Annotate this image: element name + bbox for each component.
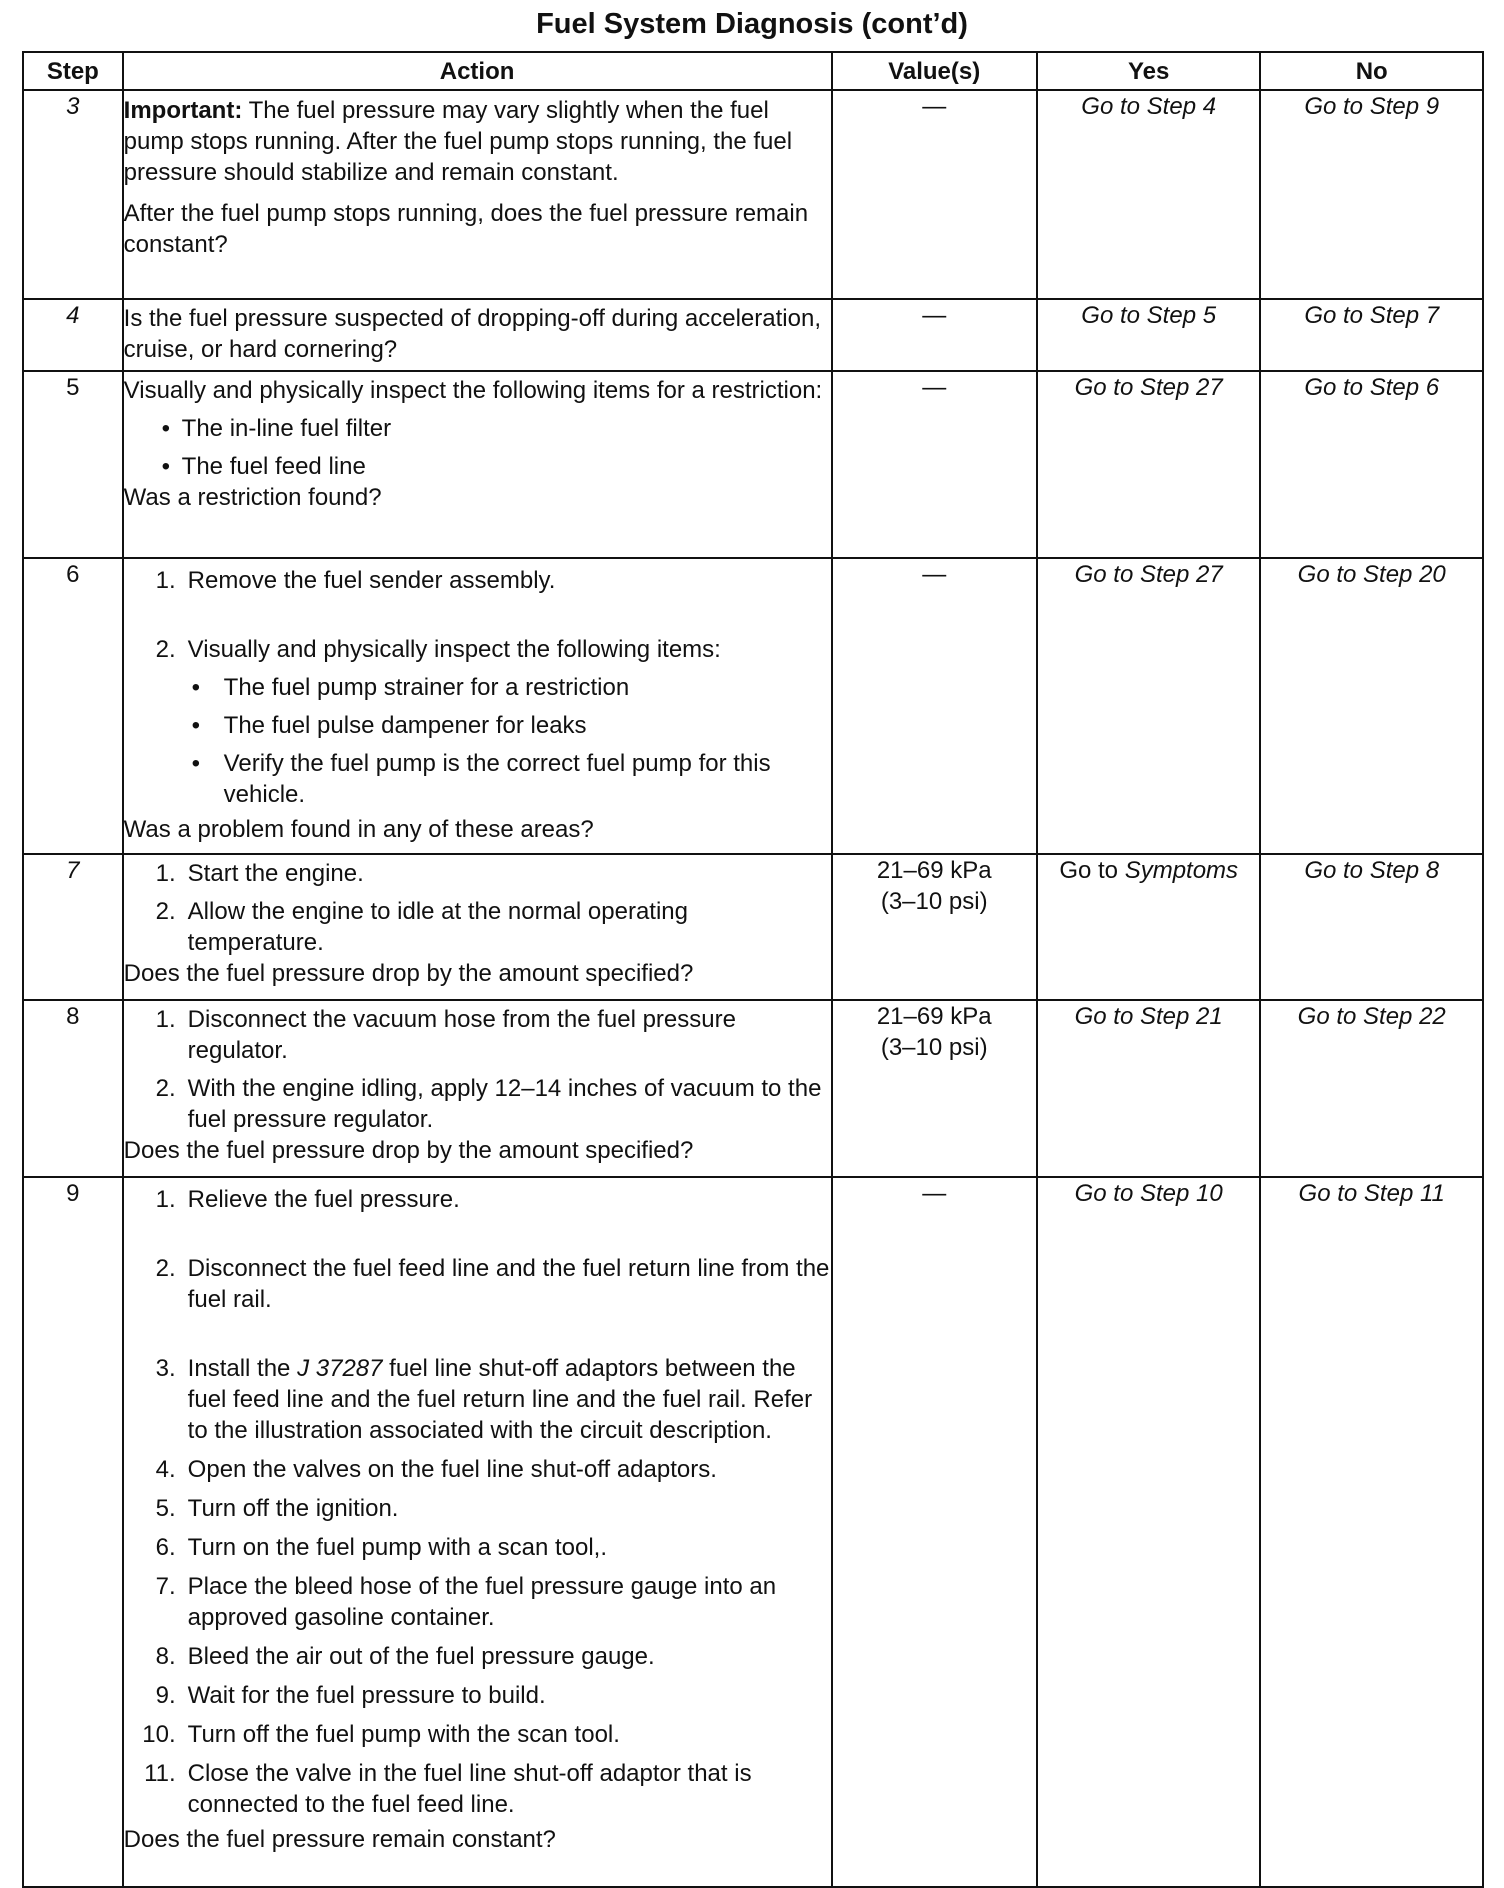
no-cell: Go to Step 7	[1260, 299, 1483, 371]
list-item: 1. Disconnect the vacuum hose from the fuel pressure regulator.	[155, 1006, 736, 1064]
header-no: No	[1260, 52, 1483, 90]
value-cell	[832, 1000, 1037, 1177]
question-text: Is the fuel pressure suspected of dropping-off during acceleration, cruise, or hard cornering?	[123, 305, 821, 363]
action-cell	[123, 558, 832, 854]
list-item: 6. Turn on the fuel pump with a scan tool,.	[155, 1534, 608, 1561]
action-cell	[123, 371, 832, 558]
question-text: Does the fuel pressure drop by the amount specified?	[123, 1137, 694, 1164]
list-item: 11. Close the valve in the fuel line shut-off adaptor that is connected to the fuel feed line.	[144, 1760, 752, 1818]
question-text: Does the fuel pressure remain constant?	[123, 1826, 556, 1853]
list-item: 3. Install the J 37287 fuel line shut-off adaptors between the fuel feed line and the fuel return line and the fuel rail. Refer to the illustration associated with the circuit description.	[155, 1355, 813, 1444]
value-cell: —	[832, 558, 1037, 854]
list-item: 4. Open the valves on the fuel line shut-off adaptors.	[155, 1456, 717, 1483]
no-cell: Go to Step 22	[1260, 1000, 1483, 1177]
intro-text: Visually and physically inspect the following items for a restriction:	[123, 377, 823, 404]
list-item: 1. Start the engine.	[155, 860, 364, 887]
list-item: 8. Bleed the air out of the fuel pressure gauge.	[155, 1643, 655, 1670]
question-text: Was a restriction found?	[123, 484, 382, 511]
yes-cell	[1037, 854, 1261, 1000]
table-row	[23, 558, 1483, 854]
yes-link-text: Symptoms	[1124, 857, 1239, 884]
action-cell	[123, 90, 832, 299]
list-item: • The fuel pump strainer for a restriction	[191, 674, 630, 701]
step-number: 8	[23, 1000, 123, 1177]
bullet-icon: •	[191, 750, 201, 777]
action-cell	[123, 299, 832, 371]
action-cell	[123, 854, 832, 1000]
value-cell: —	[832, 371, 1037, 558]
header-yes: Yes	[1037, 52, 1261, 90]
step-number: 9	[23, 1177, 123, 1887]
yes-cell: Go to Step 27	[1037, 558, 1261, 854]
header-step: Step	[23, 52, 123, 90]
value-line: (3–10 psi)	[880, 1034, 988, 1061]
bullet-icon: •	[191, 674, 201, 701]
list-item: 2. With the engine idling, apply 12–14 inches of vacuum to the fuel pressure regulator.	[155, 1075, 822, 1133]
step-number: 7	[23, 854, 123, 1000]
step-number: 3	[23, 90, 123, 299]
list-item: • Verify the fuel pump is the correct fuel pump for this vehicle.	[191, 750, 771, 808]
list-item: 2. Disconnect the fuel feed line and the fuel return line from the fuel rail.	[155, 1255, 830, 1313]
no-cell: Go to Step 11	[1260, 1177, 1483, 1887]
value-cell: —	[832, 299, 1037, 371]
yes-cell: Go to Step 27	[1037, 371, 1261, 558]
page-title: Fuel System Diagnosis (cont’d)	[536, 8, 968, 40]
yes-prefix: Go to	[1059, 857, 1119, 884]
list-item: 2. Allow the engine to idle at the normal operating temperature.	[155, 898, 688, 956]
action-cell	[123, 1000, 832, 1177]
list-item: • The in-line fuel filter	[161, 415, 392, 442]
sub-bullet-list	[188, 672, 831, 810]
step-number: 6	[23, 558, 123, 854]
table-row	[23, 371, 1483, 558]
table-row	[23, 299, 1483, 371]
bullet-icon: •	[161, 415, 171, 442]
header-action: Action	[123, 52, 832, 90]
no-cell: Go to Step 8	[1260, 854, 1483, 1000]
list-item: 10. Turn off the fuel pump with the scan tool.	[142, 1721, 620, 1748]
table-row	[23, 90, 1483, 299]
important-label: Important:	[123, 97, 243, 124]
value-cell: —	[832, 1177, 1037, 1887]
numbered-list	[124, 559, 831, 810]
yes-cell: Go to Step 21	[1037, 1000, 1261, 1177]
no-cell: Go to Step 6	[1260, 371, 1483, 558]
value-line: 21–69 kPa	[876, 1003, 992, 1030]
value-line: 21–69 kPa	[876, 857, 992, 884]
yes-cell: Go to Step 10	[1037, 1177, 1261, 1887]
list-item: 2. Visually and physically inspect the following items: • The fuel pump strainer for a restriction • The fuel pulse dampener for leaks • Verify the fuel pump is the correct fuel pump for this vehicle.	[124, 634, 831, 810]
important-text: The fuel pressure may vary slightly when the fuel pump stops running. After the fuel pump stops running, the fuel pressure should stabilize and remain constant.	[123, 97, 793, 186]
important-note	[124, 91, 831, 188]
list-item: 1. Relieve the fuel pressure.	[155, 1186, 460, 1213]
no-cell: Go to Step 20	[1260, 558, 1483, 854]
action-cell	[123, 1177, 832, 1887]
step-number: 5	[23, 371, 123, 558]
list-item: • The fuel feed line	[161, 453, 366, 480]
bullet-list	[124, 413, 831, 482]
value-cell	[832, 854, 1037, 1000]
question-text: Was a problem found in any of these areas?	[123, 816, 594, 843]
value-line: (3–10 psi)	[880, 888, 988, 915]
yes-cell: Go to Step 4	[1037, 90, 1261, 299]
table-row	[23, 1000, 1483, 1177]
table-row	[23, 1177, 1483, 1887]
bullet-icon: •	[191, 712, 201, 739]
table-row	[23, 854, 1483, 1000]
question-text: After the fuel pump stops running, does the fuel pressure remain constant?	[123, 200, 809, 258]
header-row	[23, 52, 1483, 90]
question-text: Does the fuel pressure drop by the amount specified?	[123, 960, 694, 987]
list-item: 7. Place the bleed hose of the fuel pressure gauge into an approved gasoline container.	[155, 1573, 777, 1631]
list-item: • The fuel pulse dampener for leaks	[191, 712, 587, 739]
step-number: 4	[23, 299, 123, 371]
header-values: Value(s)	[832, 52, 1037, 90]
numbered-list	[124, 1001, 831, 1135]
bullet-icon: •	[161, 453, 171, 480]
list-item: 9. Wait for the fuel pressure to build.	[155, 1682, 546, 1709]
no-cell: Go to Step 9	[1260, 90, 1483, 299]
value-cell: —	[832, 90, 1037, 299]
list-item: 1. Remove the fuel sender assembly.	[155, 567, 556, 594]
yes-cell: Go to Step 5	[1037, 299, 1261, 371]
tool-number: J 37287	[297, 1355, 383, 1382]
numbered-list	[124, 855, 831, 958]
list-item: 5. Turn off the ignition.	[155, 1495, 399, 1522]
diagnosis-table	[22, 51, 1484, 1888]
numbered-list	[124, 1178, 831, 1820]
